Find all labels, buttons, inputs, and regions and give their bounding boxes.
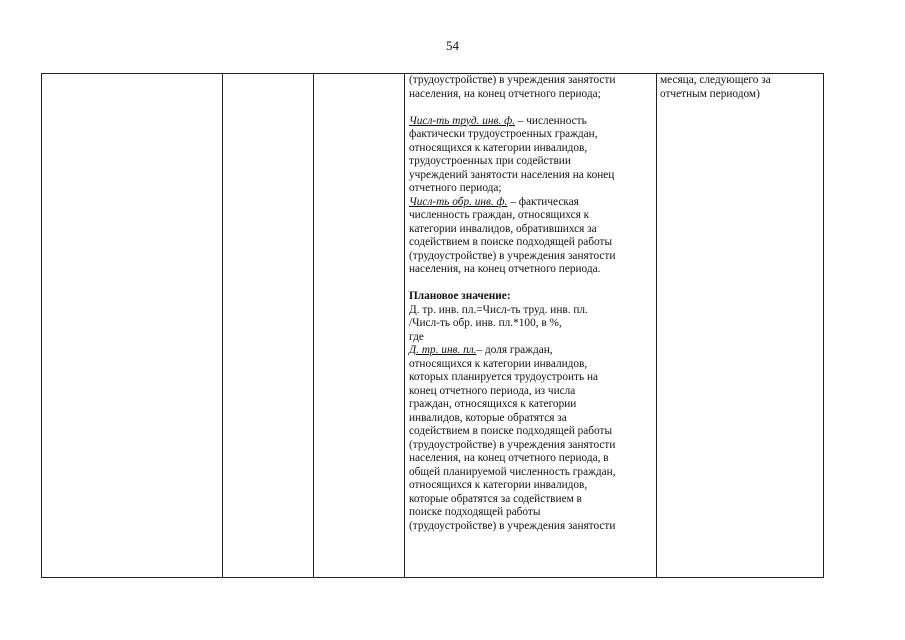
text-line: трудоустроенных при содействии — [409, 155, 571, 167]
text-line: относящихся к категории инвалидов, — [409, 357, 588, 370]
text-line: месяца, следующего за — [660, 74, 771, 86]
indicator-method-cell — [409, 74, 652, 533]
formula-line: /Числ-ть обр. инв. пл.*100, в %, — [409, 317, 562, 329]
text-line: отчетного периода; — [409, 182, 502, 194]
document-table — [41, 73, 824, 578]
column-divider-2 — [313, 74, 314, 577]
text-line: относящихся к категории инвалидов, — [409, 479, 588, 491]
text-line: населения, на конец отчетного периода; — [409, 87, 601, 100]
column-divider-3 — [404, 74, 405, 577]
text-line: отчетным периодом) — [660, 87, 760, 100]
text-line: инвалидов, которые обратятся за — [409, 411, 567, 424]
text-line: (трудоустройстве) в учреждения занятости — [409, 519, 616, 532]
text-line: (трудоустройстве) в учреждения занятости — [409, 249, 616, 262]
text-line: (трудоустройстве) в учреждения занятости — [409, 438, 616, 451]
text-line: учреждений занятости населения на конец — [409, 168, 615, 181]
text-line: (трудоустройстве) в учреждения занятости — [409, 74, 616, 86]
text-line: конец отчетного периода, из числа — [409, 384, 576, 397]
term-employed-disabled-fact: Числ-ть труд. инв. ф. — [409, 114, 515, 127]
definition-line: Числ-ть труд. инв. ф. – численность — [409, 114, 587, 127]
definition-line: Д. тр. инв. пл.– доля граждан, — [409, 344, 553, 356]
text-line: фактически трудоустроенных граждан, — [409, 128, 598, 140]
term-employed-disabled-plan: Д. тр. инв. пл. — [409, 344, 477, 356]
definition-line: Числ-ть обр. инв. ф. – фактическая — [409, 195, 579, 208]
formula-line: где — [409, 330, 424, 343]
text-line: относящихся к категории инвалидов, — [409, 141, 588, 154]
data-date-cell — [660, 74, 820, 101]
text-line: граждан, относящихся к категории — [409, 398, 577, 410]
text-line: категории инвалидов, обратившихся за — [409, 222, 597, 235]
plan-heading: Плановое значение: — [409, 290, 511, 302]
text-line: содействием в поиске подходящей работы — [409, 425, 613, 437]
column-divider-4 — [656, 74, 657, 577]
column-divider-1 — [222, 74, 223, 577]
text-line: содействием в поиске подходящей работы — [409, 236, 613, 248]
text-line: поиске подходящей работы — [409, 506, 541, 518]
text-line: которые обратятся за содействием в — [409, 492, 582, 505]
term-applied-disabled-fact: Числ-ть обр. инв. ф. — [409, 195, 508, 208]
text-line: населения, на конец отчетного периода, в — [409, 452, 609, 464]
page-number: 54 — [446, 38, 459, 53]
formula-line: Д. тр. инв. пл.=Числ-ть труд. инв. пл. — [409, 303, 588, 316]
text-line: населения, на конец отчетного периода. — [409, 263, 601, 275]
text-line: общей планируемой численность граждан, — [409, 465, 616, 478]
text-line: которых планируется трудоустроить на — [409, 371, 599, 383]
text-line: численность граждан, относящихся к — [409, 209, 590, 221]
